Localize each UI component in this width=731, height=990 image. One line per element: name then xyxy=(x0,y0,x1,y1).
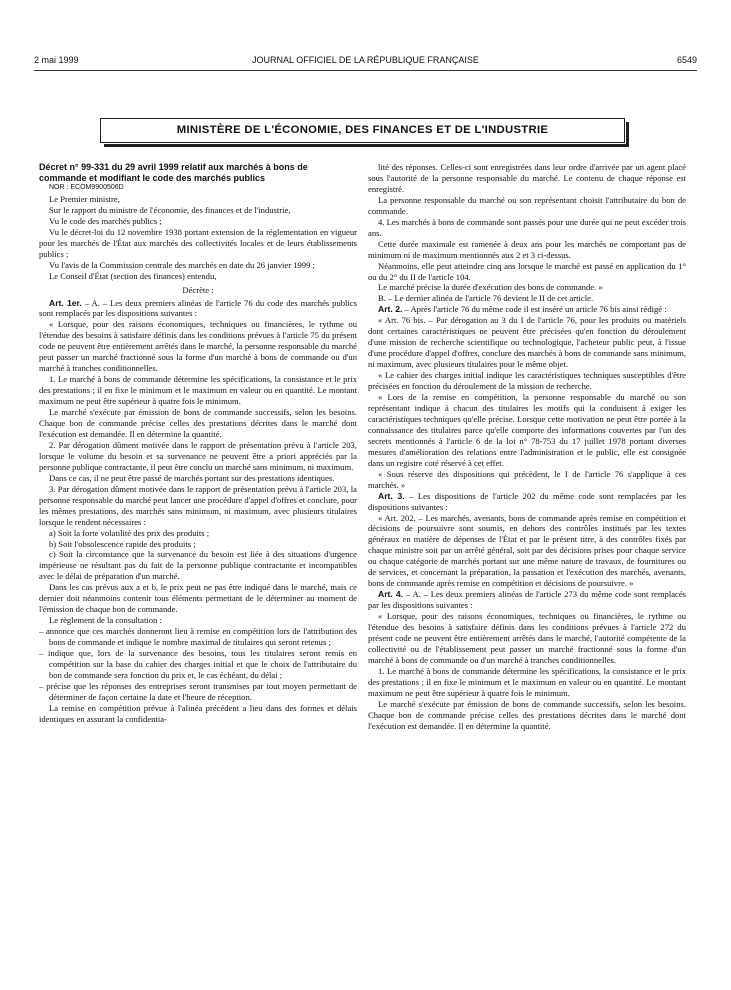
paragraph: Le marché s'exécute par émission de bons de commande successifs, selon les besoins. Chaque bon de commande précise celles des prestations décrites dans le marché dont l'exécution est demandée. Il en détermine la quantité. xyxy=(39,407,357,439)
paragraph: Dans les cas prévus aux a et b, le prix peut ne pas être indiqué dans le marché, mais ce dernier doit néanmoins contenir tous éléments permettant de le déterminer au moment de l'émission de chaque bon de commande. xyxy=(39,582,357,615)
paragraph: « Le cahier des charges initial indique les caractéristiques techniques susceptibles d'être précisées en fonction du déroulement de la mission de recherche. xyxy=(368,370,686,392)
running-header xyxy=(34,55,697,67)
paragraph: b) Soit l'obsolescence rapide des produits ; xyxy=(49,538,196,549)
ministry-banner: MINISTÈRE DE L'ÉCONOMIE, DES FINANCES ET DE L'INDUSTRIE xyxy=(100,118,625,143)
paragraph: Art. 2. – Après l'article 76 du même code il est inséré un article 76 bis ainsi rédigé : xyxy=(378,304,667,315)
paragraph: Art. 3. – Les dispositions de l'article 202 du même code sont remplacées par les dispositions suivantes : xyxy=(368,490,686,512)
paragraph: Vu le code des marchés publics ; xyxy=(49,215,162,226)
paragraph: lité des réponses. Celles-ci sont enregistrées dans leur ordre d'arrivée par un agent placé sous l'autorité de la personne responsable du marché. Le contenu de chaque réponse est enregistré. xyxy=(368,162,686,194)
paragraph: « Art. 76 bis. – Par dérogation au 3 du I de l'article 76, pour les produits ou matériels dont certaines caractéristiques ne peuvent être précisées qu'en fonction du déroulement d'une mission de recherche scientifique ou technologique, l'acheteur public peut, à l'issue d'une procédure d'appel d'offres, conclure des marchés à bons de commande sans minimum, ni maximum, avec plusieurs titulaires pour le même objet. xyxy=(368,315,686,370)
paragraph: B. – Le dernier alinéa de l'article 76 devient le II de cet article. xyxy=(378,293,594,304)
paragraph: 3. Par dérogation dûment motivée dans le rapport de présentation prévu à l'article 203, la personne responsable du marché peut lancer une procédure d'appel d'offres et conclure, pour les mêmes prestations, des marchés sans minimum, ni maximum, avec plusieurs titulaires lorsque le rendent nécessaires : xyxy=(39,483,357,527)
paragraph: 4. Les marchés à bons de commande sont passés pour une durée qui ne peut excéder trois ans. xyxy=(368,216,686,238)
paragraph: 1. Le marché à bons de commande détermine les spécifications, la consistance et le prix des prestations ; il en fixe le minimum et le maximum en valeur ou en quantité. Le montant maximum ne peut être supérieur à quatre fois le minimum. xyxy=(39,374,357,407)
paragraph: « Art. 202. – Les marchés, avenants, bons de commande après remise en compétition et décisions de poursuivre sont soumis, en dehors des contrôles institués par les textes généraux en matière de dépenses de l'État et par le présent titre, à des contrôles fixés par chaque ministre soit par un arrêté général, soit par des décisions prises pour chaque service ou chaque catégorie de marchés portant sur une même nature de travaux, de fournitures ou de services, et concernant la préparation, la passation et l'exécution des marchés, avenants, bons de commande après remise en compétition et décisions de poursuivre. » xyxy=(368,512,686,589)
paragraph: Décrète : xyxy=(182,284,214,295)
paragraph: c) Soit la circonstance que la survenance du besoin est liée à des situations d'urgence impérieuse ne résultant pas du fait de la personne publique contractante et incompatibles avec le délai de préparation d'un marché. xyxy=(39,549,357,582)
paragraph: « Lorsque, pour des raisons économiques, techniques ou financières, le rythme ou l'étendue des besoins à satisfaire définis dans les conditions prévues à l'article 272 du présent code ne peuvent être entièrement arrêtés dans le marché, l'autorité compétente de la collectivité ou de l'établissement peut passer un marché fractionné sous la forme d'un marché à bons de commande ou d'un marché à tranches conditionnelles. xyxy=(368,611,686,665)
header-rule xyxy=(34,70,697,71)
paragraph: Dans ce cas, il ne peut être passé de marchés portant sur des prestations identiques. xyxy=(49,472,335,483)
header-journal-title: JOURNAL OFFICIEL DE LA RÉPUBLIQUE FRANÇAISE xyxy=(252,55,479,65)
nor-reference: NOR : ECOM9900506D xyxy=(49,184,124,191)
paragraph: a) Soit la forte volatilité des prix des produits ; xyxy=(49,527,210,538)
header-date: 2 mai 1999 xyxy=(34,55,79,65)
paragraph: La remise en compétition prévue à l'alinéa précédent a lieu dans des formes et délais identiques en assurant la confidentia- xyxy=(39,702,357,724)
paragraph: « Sous réserve des dispositions qui précèdent, le I de l'article 76 s'applique à ces marchés. » xyxy=(368,468,686,490)
paragraph: Art. 1er. – A. – Les deux premiers alinéas de l'article 76 du code des marchés publics sont remplacés par les dispositions suivantes : xyxy=(39,297,357,319)
paragraph: Le règlement de la consultation : xyxy=(49,615,162,626)
right-column-body xyxy=(368,162,686,732)
paragraph: Le marché précise la durée d'exécution des bons de commande. » xyxy=(378,282,603,293)
decree-title: Décret n° 99-331 du 29 avril 1999 relatif aux marchés à bons de commande et modifiant le code des marchés publics xyxy=(39,162,308,183)
paragraph: 1. Le marché à bons de commande détermine les spécifications, la consistance et le prix des prestations ; il en fixe le minimum et le maximum en valeur ou en quantité. Le montant maximum ne peut être supérieur à quatre fois le minimum. xyxy=(368,665,686,698)
paragraph: « Lors de la remise en compétition, la personne responsable du marché ou son représentant indique à chacun des titulaires les motifs qui la conduisent à exiger les caractéristiques techniques qu'elle précise. Lorsque cette motivation ne peut être portée à la connaissance des titulaires parce qu'elle comporte des informations couvertes par l'un des secrets mentionnés à l'article 6 de la loi n° 78-753 du 17 juillet 1978 portant diverses mesures d'amélioration des relations entre l'administration et le public, elle est consignée dans un registre coté réservé à cet effet. xyxy=(368,392,686,468)
paragraph: Vu le décret-loi du 12 novembre 1938 portant extension de la réglementation en vigueur pour les marchés de l'État aux marchés des collectivités locales et de leurs établissements publics ; xyxy=(39,226,357,259)
paragraph: Néanmoins, elle peut atteindre cinq ans lorsque le marché est passé en application du 1° ou du 2° du II de l'article 104. xyxy=(368,260,686,282)
right-column xyxy=(368,162,686,732)
paragraph: « Lorsque, pour des raisons économiques, techniques ou financières, le rythme ou l'étendue des besoins à satisfaire définis dans les conditions prévues à l'article 75 du présent code ne peuvent être entièrement arrêtés dans le marché, la personne responsable du marché peut passer un marché fractionné sous la forme d'un marché à bons de commande ou d'un marché à tranches conditionnelles. xyxy=(39,319,357,374)
paragraph: – annonce que ces marchés donneront lieu à remise en compétition lors de l'attribution des bons de commande et indique le nombre maximal de titulaires qui seront retenus ; xyxy=(39,626,357,648)
paragraph: Cette durée maximale est ramenée à deux ans pour les marchés ne comportant pas de minimum ni de maximum mentionnés aux 2 et 3 ci-dessus. xyxy=(368,238,686,260)
paragraph: – précise que les réponses des entreprises seront transmises par tout moyen permettant de déterminer de façon certaine la date et l'heure de réception. xyxy=(39,680,357,702)
paragraph: Sur le rapport du ministre de l'économie, des finances et de l'industrie, xyxy=(49,204,291,215)
paragraph: Le marché s'exécute par émission de bons de commande successifs, selon les besoins. Chaque bon de commande précise celles des prestations décrites dans le marché dont l'exécution est demandée. Il en détermine la quantité. xyxy=(368,698,686,731)
header-page-number: 6549 xyxy=(676,55,697,65)
paragraph: Art. 4. – A. – Les deux premiers alinéas de l'article 273 du même code sont remplacés par les dispositions suivantes : xyxy=(368,589,686,611)
paragraph: – indique que, lors de la survenance des besoins, tous les titulaires seront remis en compétition sur la base du cahier des charges initial et que le choix de l'attributaire du bon de commande sera fonction du prix et, le cas échéant, du délai ; xyxy=(39,648,357,680)
paragraph: Le Conseil d'État (section des finances) entendu, xyxy=(49,270,217,281)
paragraph: Le Premier ministre, xyxy=(49,193,120,204)
paragraph: Vu l'avis de la Commission centrale des marchés en date du 26 janvier 1999 ; xyxy=(49,259,315,270)
paragraph: La personne responsable du marché ou son représentant choisit l'attributaire du bon de commande. xyxy=(368,194,686,216)
left-column xyxy=(39,162,357,725)
left-column-body xyxy=(39,194,357,725)
paragraph: 2. Par dérogation dûment motivée dans le rapport de présentation prévu à l'article 203, lorsque le volume du besoin et sa survenance ne peuvent être a priori appréciés par la personne publique contractante, il peut être conclu un marché sans minimum, ni maximum. xyxy=(39,439,357,472)
